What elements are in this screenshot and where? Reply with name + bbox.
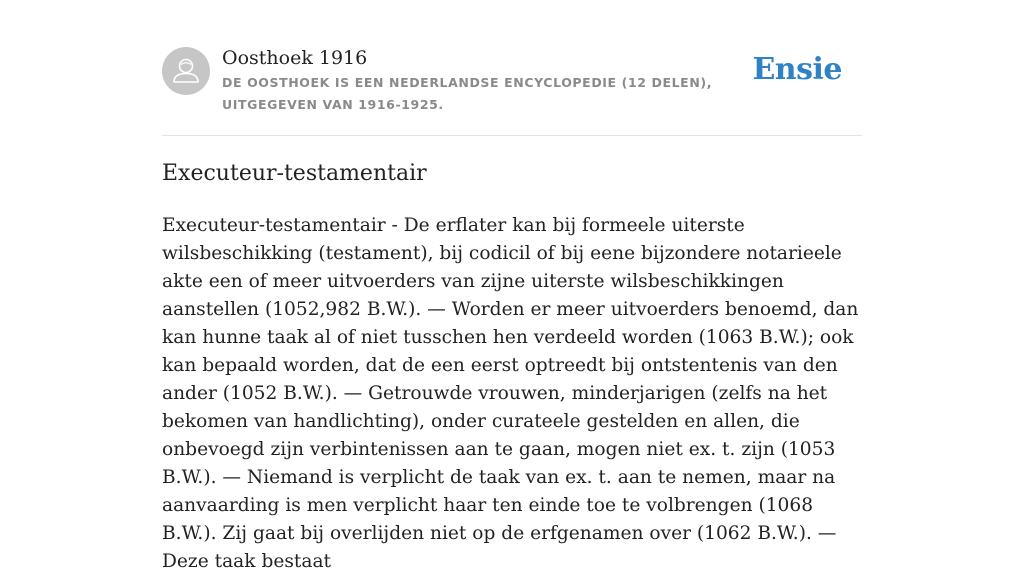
source-description: DE OOSTHOEK IS EEN NEDERLANDSE ENCYCLOPEDIE (12 DELEN), UITGEGEVEN VAN 1916-1925. <box>222 75 713 112</box>
user-icon <box>162 47 210 95</box>
entry-title: Executeur-testamentair <box>162 161 427 186</box>
source-header <box>162 44 862 136</box>
source-avatar[interactable] <box>162 47 210 95</box>
ensie-logo-link[interactable]: Ensie <box>752 52 842 87</box>
header-divider <box>162 135 862 136</box>
entry-body: Executeur-testamentair - De erflater kan bij formeele uiterste wilsbeschikking (testament), bij codicil of bij eene bijzondere notarieele akte een of meer uitvoerders van zijne uiterste wilsbeschikkingen aanstellen (1052,982 B.W.). — Worden er meer uitvoerders benoemd, dan kan hunne taak al of niet tusschen hen verdeeld worden (1063 B.W.); ook kan bepaald worden, dat de een eerst optreedt bij ontstentenis van den ander (1052 B.W.). — Getrouwde vrouwen, minderjarigen (zelfs na het bekomen van handlichting), onder curateele gestelden en allen, die onbevoegd zijn verbintenissen aan te gaan, mogen niet ex. t. zijn (1053 B.W.). — Niemand is verplicht de taak van ex. t. aan te nemen, maar na aanvaarding is men verplicht haar ten einde toe te volbrengen (1068 B.W.). Zij gaat bij overlijden niet op de erfgenamen over (1062 B.W.). — Deze taak bestaat <box>162 215 859 572</box>
source-title[interactable]: Oosthoek 1916 <box>222 47 368 69</box>
